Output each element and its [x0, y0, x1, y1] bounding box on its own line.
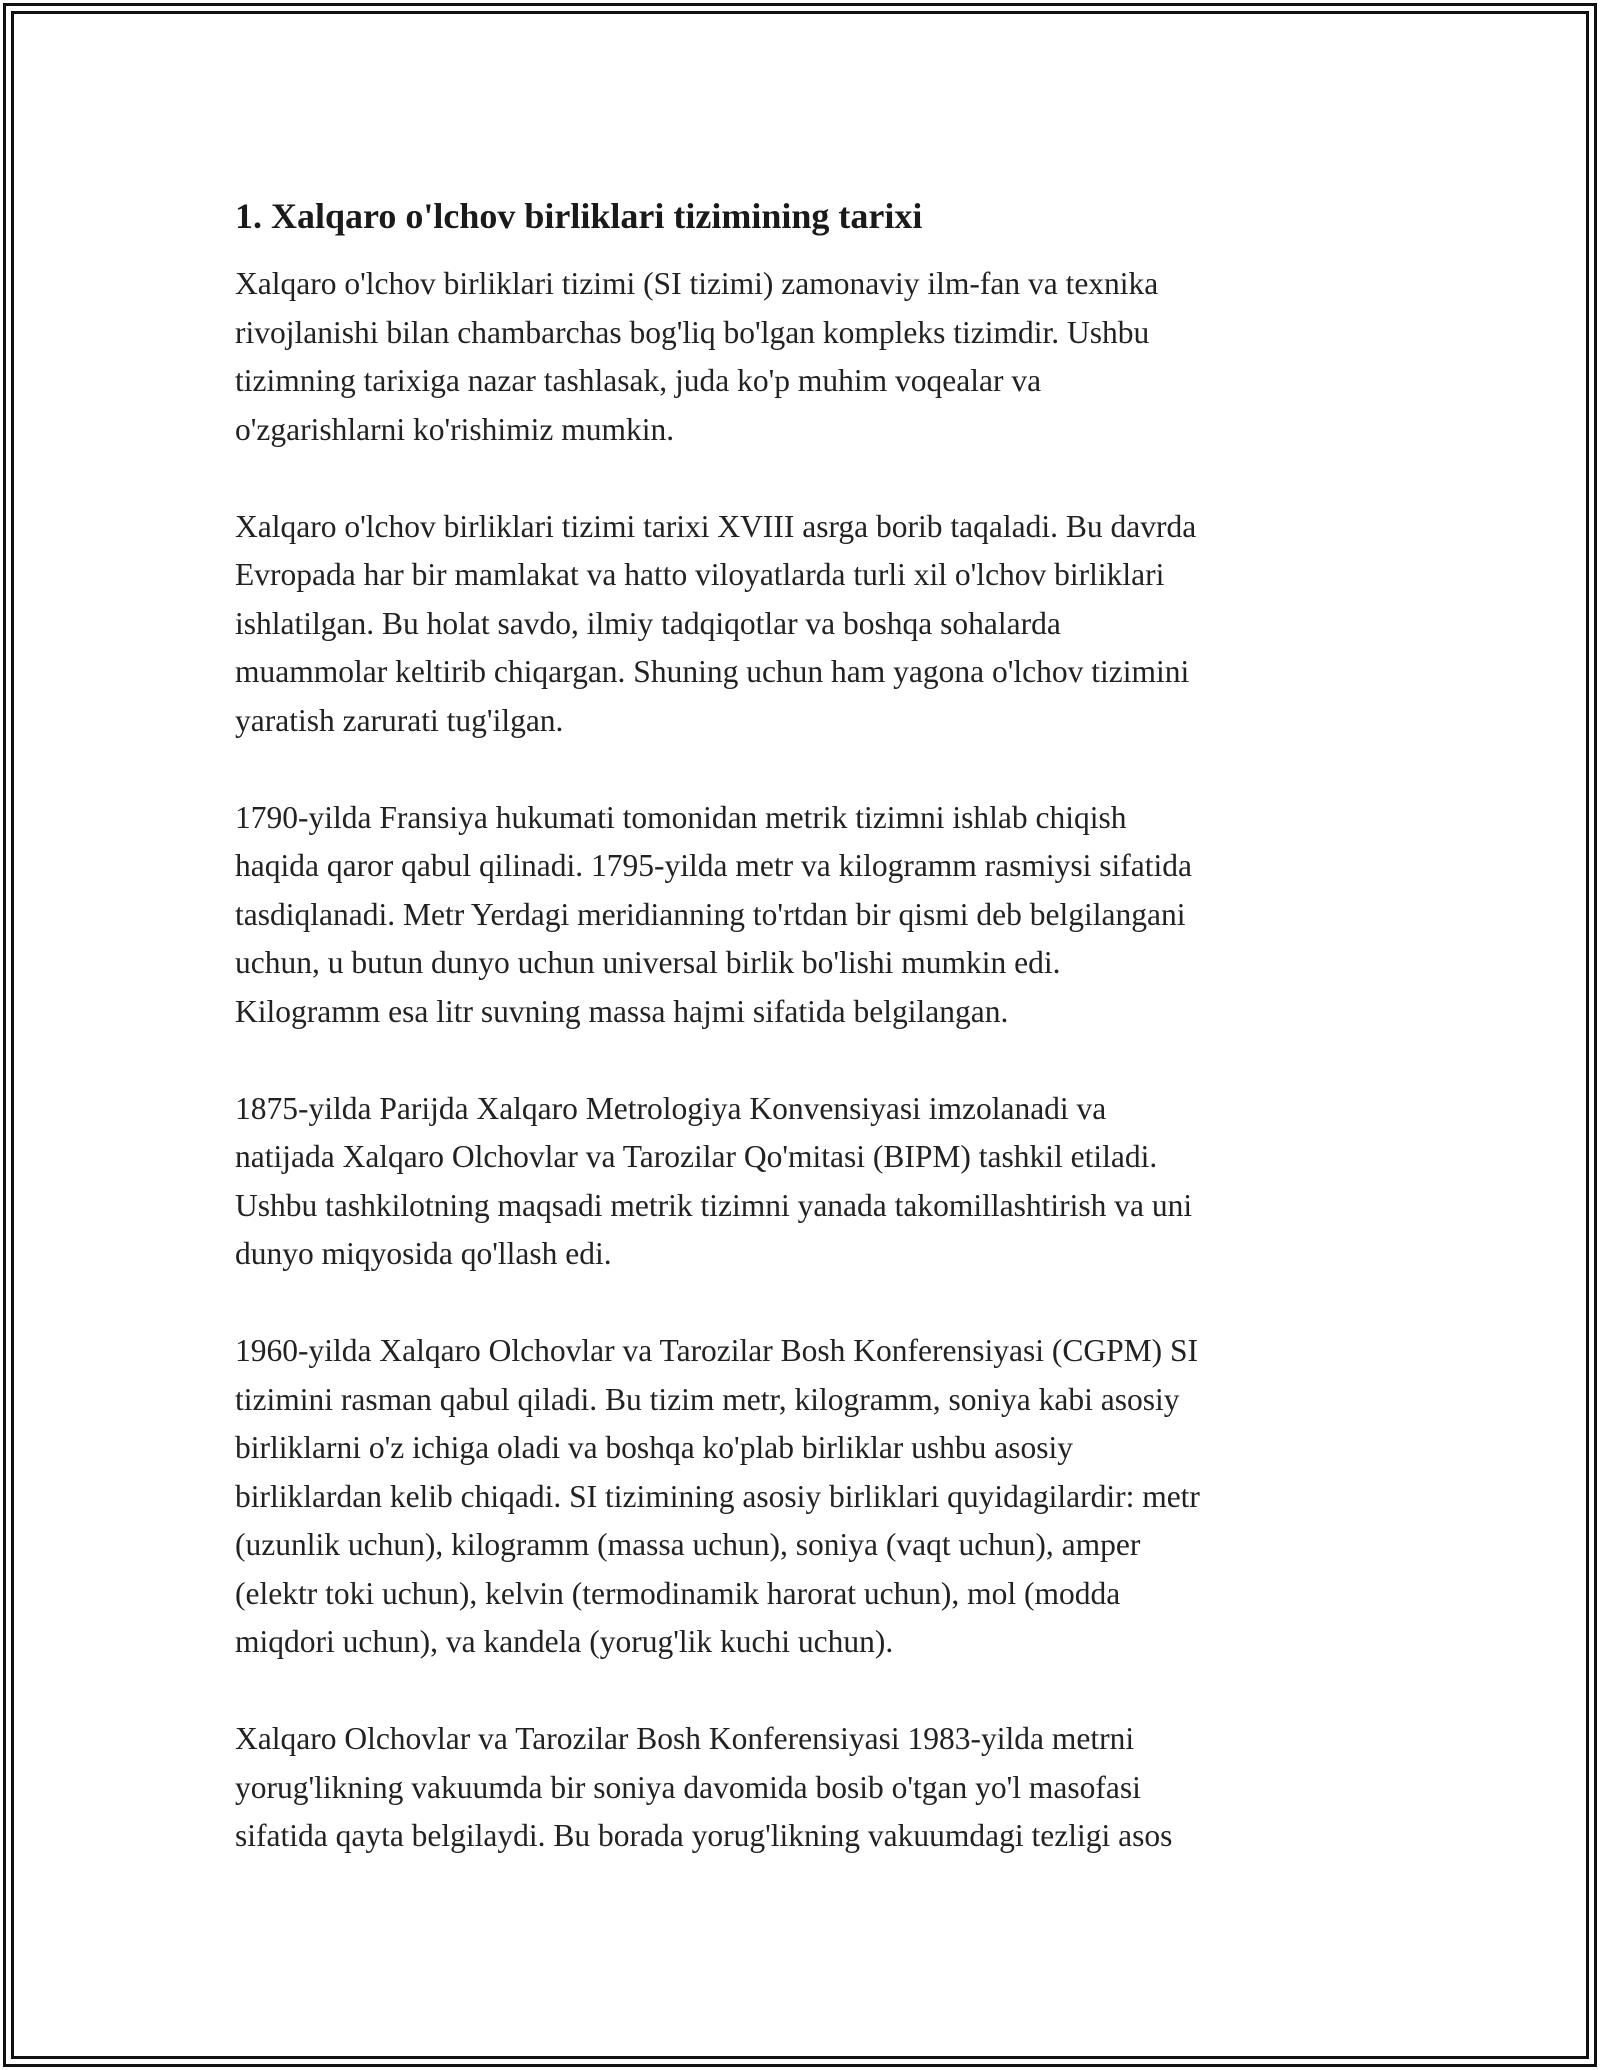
text-line: (uzunlik uchun), kilogramm (massa uchun), soniya (vaqt uchun), amper	[235, 1527, 1141, 1562]
text-line: tasdiqlanadi. Metr Yerdagi meridianning to'rtdan bir qismi deb belgilangani	[235, 896, 1186, 932]
text-line: haqida qaror qabul qilinadi. 1795-yilda metr va kilogramm rasmiysi sifatida	[235, 848, 1193, 883]
paragraph-5	[235, 1327, 1375, 1667]
text-line: rivojlanishi bilan chambarchas bog'liq bo'lgan kompleks tizimdir. Ushbu	[235, 314, 1150, 350]
text-line: uchun, u butun dunyo uchun universal birlik bo'lishi mumkin edi.	[235, 945, 1061, 980]
text-line: muammolar keltirib chiqargan. Shuning uchun ham yagona o'lchov tizimini	[235, 654, 1190, 689]
text-line: sifatida qayta belgilaydi. Bu borada yorug'likning vakuumdagi tezligi asos	[235, 1818, 1173, 1853]
text-line: Ushbu tashkilotning maqsadi metrik tizimni yanada takomillashtirish va uni	[235, 1187, 1193, 1223]
text-line: natijada Xalqaro Olchovlar va Tarozilar Qo'mitasi (BIPM) tashkil etiladi.	[235, 1139, 1158, 1174]
text-line: (elektr toki uchun), kelvin (termodinamik harorat uchun), mol (modda	[235, 1575, 1121, 1611]
text-line: yaratish zarurati tug'ilgan.	[235, 702, 564, 738]
text-line: Xalqaro Olchovlar va Tarozilar Bosh Konferensiyasi 1983-yilda metrni	[235, 1721, 1135, 1756]
text-line: yorug'likning vakuumda bir soniya davomida bosib o'tgan yo'l masofasi	[235, 1769, 1141, 1805]
text-line: dunyo miqyosida qo'llash edi.	[235, 1236, 612, 1271]
text-line: Evropada har bir mamlakat va hatto viloyatlarda turli xil o'lchov birliklari	[235, 557, 1165, 592]
text-line: o'zgarishlarni ko'rishimiz mumkin.	[235, 411, 675, 447]
text-line: 1960-yilda Xalqaro Olchovlar va Tarozilar Bosh Konferensiyasi (CGPM) SI	[235, 1333, 1198, 1368]
text-line: ishlatilgan. Bu holat savdo, ilmiy tadqiqotlar va boshqa sohalarda	[235, 605, 1061, 641]
paragraph-4	[235, 1085, 1375, 1279]
text-line: birliklarni o'z ichiga oladi va boshqa ko'plab birliklar ushbu asosiy	[235, 1430, 1074, 1465]
document-body	[235, 184, 1375, 1861]
text-line: Xalqaro o'lchov birliklari tizimi (SI tizimi) zamonaviy ilm-fan va texnika	[235, 266, 1159, 301]
text-line: miqdori uchun), va kandela (yorug'lik kuchi uchun).	[235, 1624, 894, 1659]
text-line: birliklardan kelib chiqadi. SI tizimining asosiy birliklari quyidagilardir: metr	[235, 1478, 1200, 1514]
text-line: tizimini rasman qabul qiladi. Bu tizim metr, kilogramm, soniya kabi asosiy	[235, 1381, 1180, 1417]
paragraph-6	[235, 1715, 1375, 1861]
paragraph-1	[235, 260, 1375, 454]
text-line: 1875-yilda Parijda Xalqaro Metrologiya Konvensiyasi imzolanadi va	[235, 1090, 1107, 1126]
paragraph-3	[235, 794, 1375, 1037]
section-heading: 1. Xalqaro o'lchov birliklari tizimining tarixi	[235, 196, 923, 236]
text-line: 1790-yilda Fransiya hukumati tomonidan metrik tizimni ishlab chiqish	[235, 799, 1127, 835]
text-line: tizimning tarixiga nazar tashlasak, juda ko'p muhim voqealar va	[235, 363, 1042, 398]
text-line: Kilogramm esa litr suvning massa hajmi sifatida belgilangan.	[235, 993, 1009, 1029]
paragraph-2	[235, 503, 1375, 746]
text-line: Xalqaro o'lchov birliklari tizimi tarixi XVIII asrga borib taqaladi. Bu davrda	[235, 508, 1197, 544]
